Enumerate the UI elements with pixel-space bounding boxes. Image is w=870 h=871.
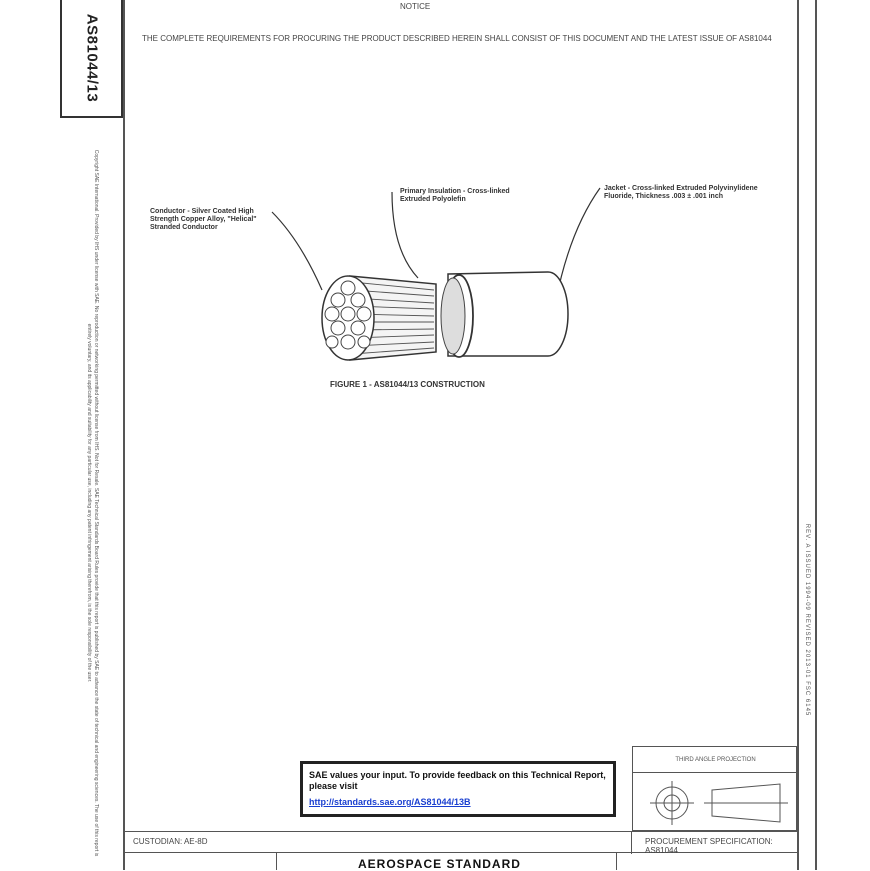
cable-conductor <box>322 276 436 360</box>
title-block-divider-right <box>616 853 617 870</box>
jacket-leader-line <box>556 188 600 300</box>
figure-caption: FIGURE 1 - AS81044/13 CONSTRUCTION <box>330 380 485 389</box>
legal-notice-text: Copyright SAE International. Provided by IHS under license with SAE. No reproduction or networking permitted without license from IHS. Not for Resale. SAE Technical Standards Board Rules provide that this report is published by SAE to advance the state of technical and engineering sciences. The use of this report is entirely voluntary, and its applicability and suitability for any particular use, including any patent infringement arising therefrom, is the sole responsibility of the user. <box>85 149 99 856</box>
projection-box <box>632 746 797 831</box>
notice-text: THE COMPLETE REQUIREMENTS FOR PROCURING THE PRODUCT DESCRIBED HEREIN SHALL CONSIST OF THIS DOCUMENT AND THE LATEST ISSUE OF AS81044 <box>142 34 772 43</box>
insulation-leader-line <box>392 192 418 278</box>
title-block-divider-left <box>276 853 277 870</box>
aerospace-standard-title: AEROSPACE STANDARD <box>358 857 521 871</box>
title-divider <box>631 832 632 854</box>
revision-text: REV. A ISSUED 1994-09 REVISED 2013-01 FSC 6145 <box>804 523 810 717</box>
conductor-leader-line <box>272 212 322 290</box>
notice-title: NOTICE <box>400 2 431 11</box>
jacket-callout: Jacket - Cross-linked Extruded Polyvinylidene Fluoride, Thickness .003 ± .001 inch <box>604 185 758 200</box>
procurement-spec-label: PROCUREMENT SPECIFICATION: AS81044 <box>645 837 773 855</box>
insulation-callout: Primary Insulation - Cross-linked Extruded Polyolefin <box>400 188 510 203</box>
conductor-callout: Conductor - Silver Coated High Strength Copper Alloy, "Helical" Stranded Conductor <box>150 208 257 231</box>
document-number: AS81044/13 <box>83 13 100 103</box>
feedback-box <box>300 761 616 817</box>
feedback-link[interactable]: http://standards.sae.org/AS81044/13B <box>309 797 471 807</box>
projection-label: THIRD ANGLE PROJECTION <box>633 747 798 773</box>
custodian-label: CUSTODIAN: AE-8D <box>133 837 208 846</box>
title-block-row <box>123 831 797 853</box>
feedback-text: SAE values your input. To provide feedback on this Technical Report, please visit <box>309 770 606 791</box>
cable-jacket <box>441 272 568 357</box>
